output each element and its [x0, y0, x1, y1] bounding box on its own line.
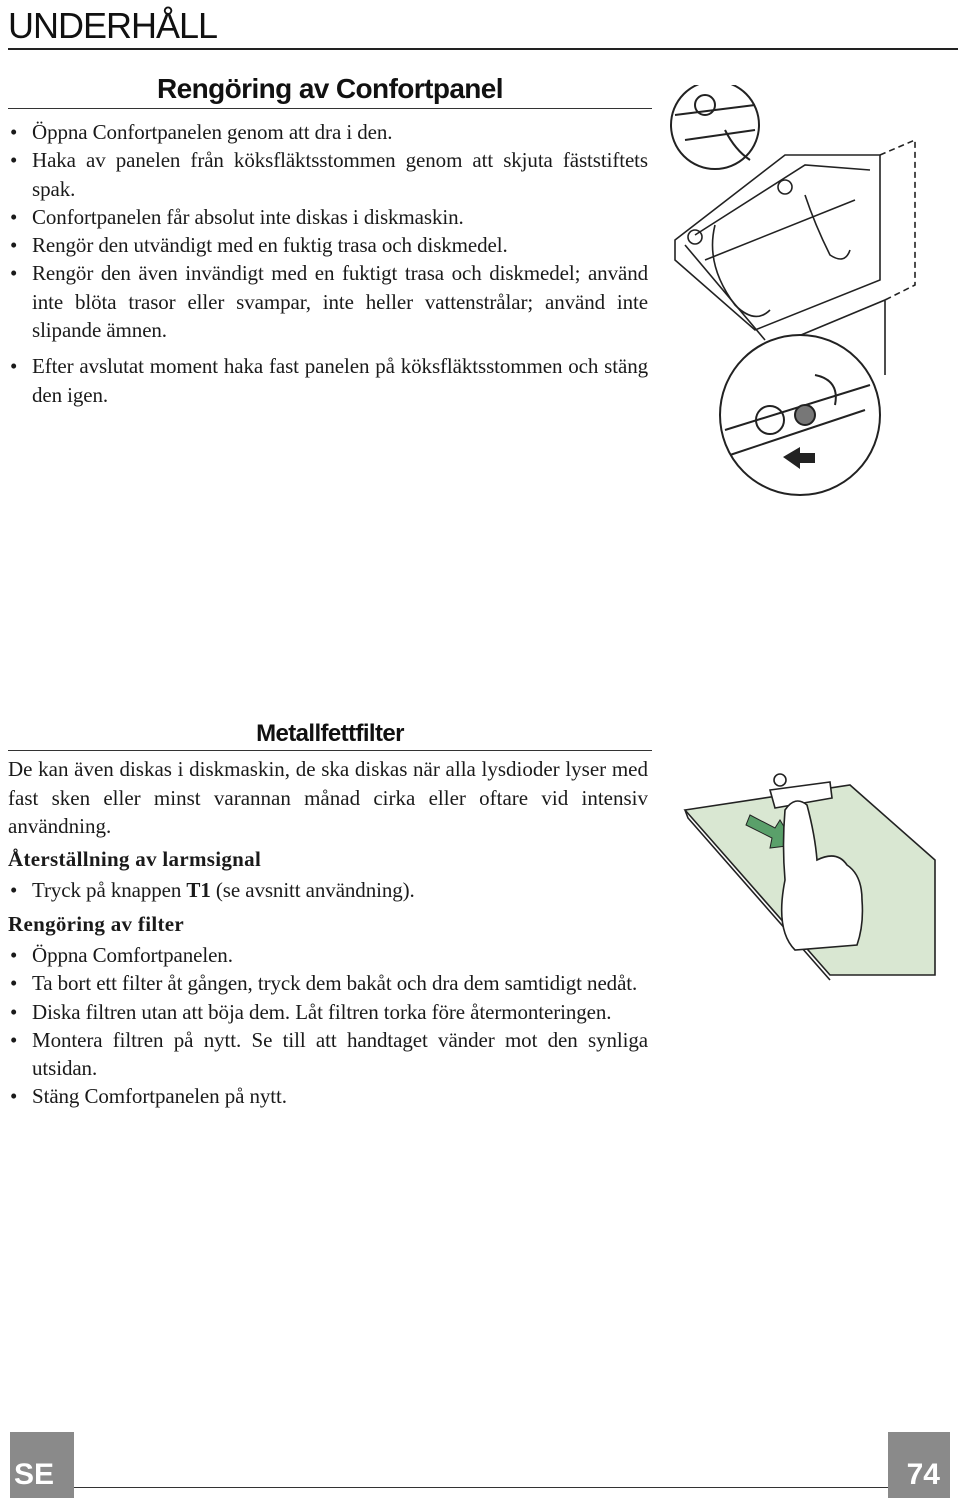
- list-item: • Montera filtren på nytt. Se till att handtaget vänder mot den synliga utsidan.: [10, 1027, 648, 1081]
- list-item: • Rengör den utvändigt med en fuktig trasa och diskmedel.: [10, 233, 508, 258]
- confortpanel-instructions: [8, 118, 648, 409]
- filter-cleaning-instructions: [8, 941, 648, 1111]
- list-item: • Stäng Comfortpanelen på nytt.: [10, 1084, 287, 1109]
- footer-rule: [74, 1487, 888, 1488]
- list-item: • Ta bort ett filter åt gången, tryck dem bakåt och dra dem samtidigt nedåt.: [10, 971, 638, 996]
- page-number: 74: [906, 1458, 940, 1491]
- detail-circle-bottom: [720, 335, 880, 495]
- alarm-reset-instructions: [8, 876, 648, 904]
- subheading-filter-cleaning: Rengöring av filter: [8, 912, 184, 936]
- list-item: • Öppna Comfortpanelen.: [10, 943, 233, 967]
- list-item: • Öppna Confortpanelen genom att dra i den.: [10, 120, 393, 144]
- detail-circle-top: [671, 85, 759, 169]
- page-number-badge: [888, 1432, 950, 1498]
- section-title-metallfettfilter: Metallfettfilter: [8, 718, 652, 751]
- language-badge: [10, 1432, 74, 1498]
- page-title: UNDERHÅLL: [8, 5, 218, 46]
- list-item: • Haka av panelen från köksfläktsstommen genom att skjuta fäststiftets spak.: [10, 148, 648, 201]
- filter-removal-illustration: [680, 770, 940, 985]
- list-item: • Rengör den även invändigt med en fuktigt trasa och diskmedel; använd inte blöta trasor eller svampar, inte heller vattenstrålar; använd inte slipande ämnen.: [10, 261, 648, 343]
- hood-panel-illustration: [655, 85, 950, 500]
- page-header: [8, 4, 958, 50]
- subheading-alarm-reset: Återställning av larmsignal: [8, 847, 262, 871]
- key-t1: T1: [186, 878, 211, 902]
- list-item: • Tryck på knappen T1 (se avsnitt användning).: [10, 878, 415, 902]
- filter-intro-text: De kan även diskas i diskmaskin, de ska diskas när alla lysdioder lyser med fast sken eller minst varannan månad cirka eller oftare vid intensiv användning.: [8, 757, 648, 839]
- language-code: SE: [14, 1458, 55, 1491]
- section-title-confortpanel: Rengöring av Confortpanel: [8, 70, 652, 109]
- list-item: • Diska filtren utan att böja dem. Låt filtren torka före återmonteringen.: [10, 999, 612, 1024]
- list-item: • Confortpanelen får absolut inte diskas i diskmaskin.: [10, 204, 464, 229]
- list-item: • Efter avslutat moment haka fast panelen på köksfläktsstommen och stäng den igen.: [10, 354, 648, 407]
